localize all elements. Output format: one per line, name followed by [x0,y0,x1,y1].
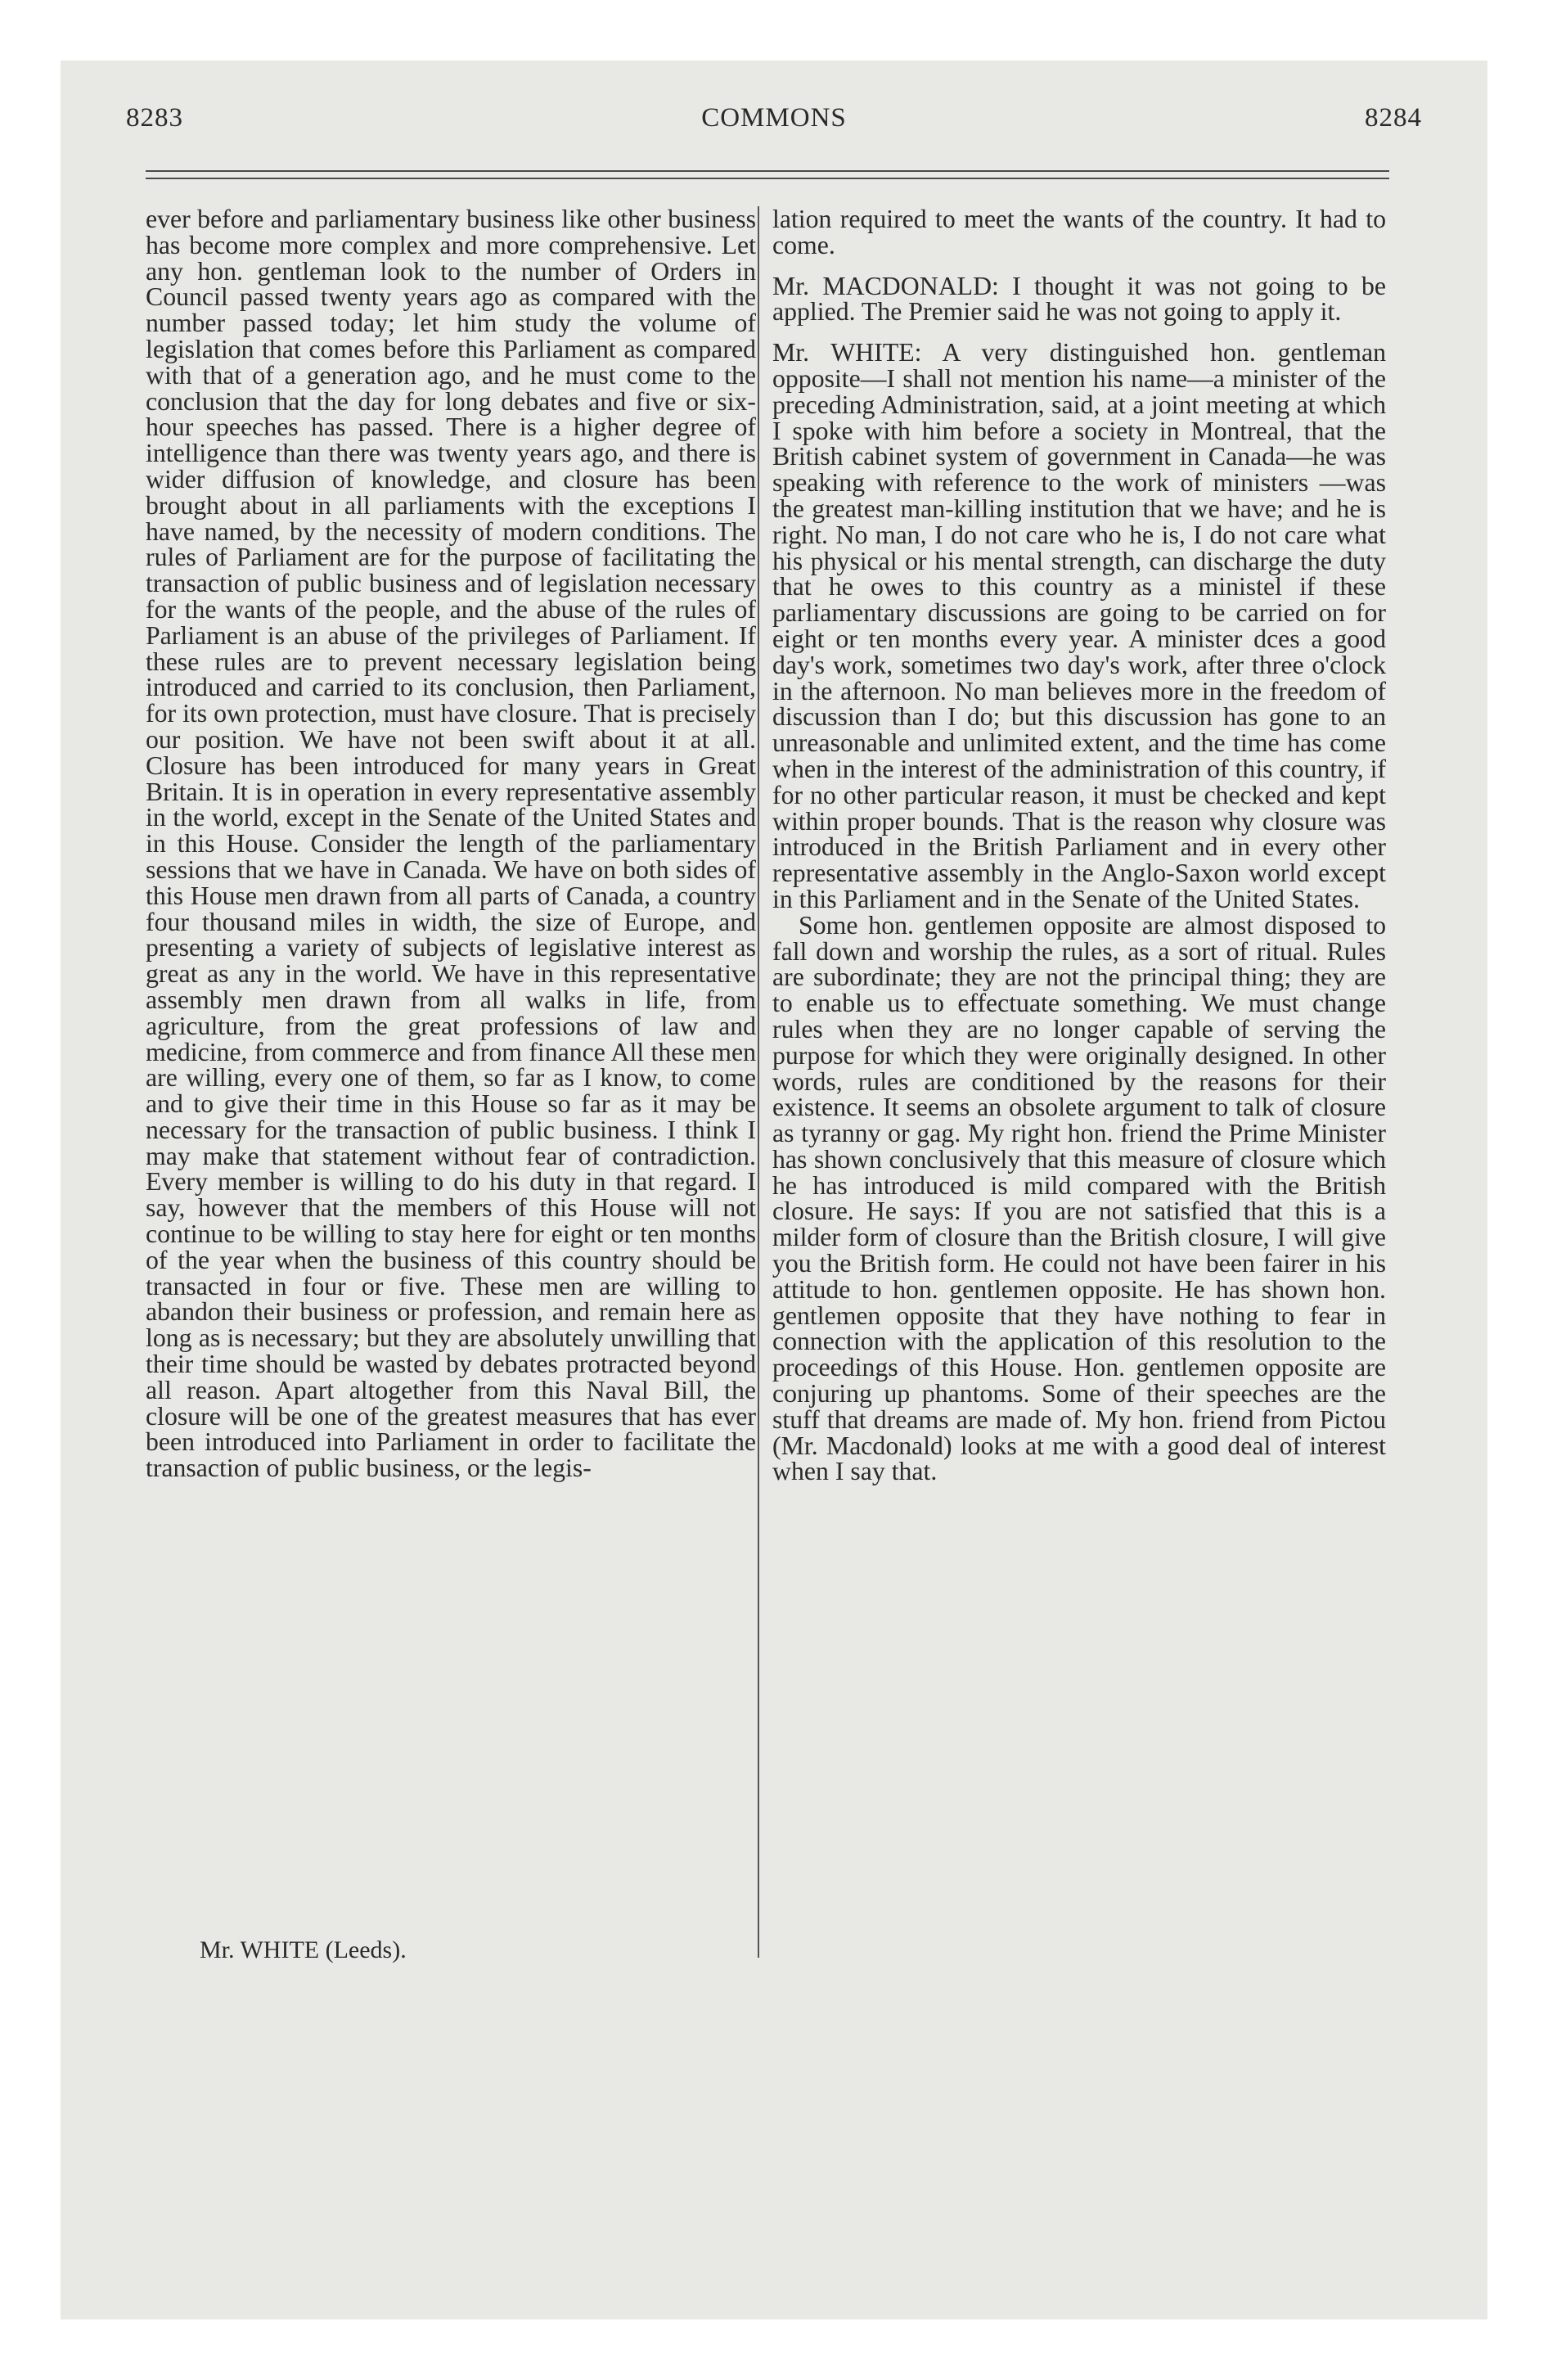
page-header [126,103,1422,144]
left-column-text: ever before and parliamentary business like other business has become more complex and more comprehensive. Let any hon. gentleman look to the number of Orders in Council passed twenty years ago as compared with the number passed today; let him study the volume of legislation that comes before this Parliament as compared with that of a generation ago, and he must come to the conclusion that the day for long debates and five or six-hour speeches has passed. There is a higher degree of intelligence than there was twenty years ago, and there is wider diffusion of knowledge, and closure has been brought about in all parliaments with the exceptions I have named, by the necessity of modern conditions. The rules of Parliament are for the purpose of facilitating the transaction of public business and of legislation necessary for the wants of the people, and the abuse of the rules of Parliament is an abuse of the privileges of Parliament. If these rules are to prevent necessary legislation being introduced and carried to its conclusion, then Parliament, for its own protection, must have closure. That is precisely our position. We have not been swift about it at all. Closure has been introduced for many years in Great Britain. It is in operation in every representative assembly in the world, except in the Senate of the United States and in this House. Consider the length of the parliamentary sessions that we have in Canada. We have on both sides of this House men drawn from all parts of Canada, a country four thousand miles in width, the size of Europe, and presenting a variety of subjects of legislative interest as great as any in the world. We have in this representative assembly men drawn from all walks in life, from agriculture, from the great professions of law and medicine, from commerce and from finance All these men are willing, every one of them, so far as I know, to come and to give their time in this House so far as it may be necessary for the transaction of public business. I think I may make that statement without fear of contradiction. Every member is willing to do his duty in that regard. I say, however that the members of this House will not continue to be willing to stay here for eight or ten months of the year when the business of this country should be transacted in four or five. These men are willing to abandon their business or profession, and remain here as long as is necessary; but they are absolutely unwilling that their time should be wasted by debates protracted beyond all reason. Apart altogether from this Naval Bill, the closure will be one of the greatest measures that has ever been introduced into Parliament in order to facilitate the transaction of public business, or the legis- [146,205,756,1483]
right-paragraph-3: Mr. WHITE: A very distinguished hon. gentleman opposite—I shall not mention his name—a minister of the preceding Administration, said, at a joint meeting at which I spoke with him before a society in Montreal, that the British cabinet system of government in Canada—he was speaking with reference to the work of ministers —was the greatest man-killing institution that we have; and he is right. No man, I do not care who he is, I do not care what his physical or his mental strength, can discharge the duty that he owes to this country as a ministel if these parliamentary discussions are going to be carried on for eight or ten months every year. A minister dces a good day's work, sometimes two day's work, after three o'clock in the afternoon. No man believes more in the freedom of discussion than I do; but this discussion has gone to an unreasonable and unlimited extent, and the time has come when in the interest of the administration of this country, if for no other particular reason, it must be checked and kept within proper bounds. That is the reason why closure was introduced in the British Parliament and in every other representative assembly in the Anglo-Saxon world except in this Parliament and in the Senate of the United States. [772,338,1386,913]
left-page-number: 8283 [126,103,183,133]
column-divider [758,206,759,1958]
header-rule [146,170,1389,179]
left-column [146,206,756,1481]
right-paragraph-2: Mr. MACDONALD: I thought it was not going to be applied. The Premier said he was not going to apply it. [772,271,1386,327]
right-paragraph-1: lation required to meet the wants of the country. It had to come. [772,205,1386,259]
speaker-footer: Mr. WHITE (Leeds). [200,1936,407,1963]
scanned-page [61,61,1487,2319]
right-paragraph-4: Some hon. gentlemen opposite are almost disposed to fall down and worship the rules, as a sort of ritual. Rules are subordinate; they are not the principal thing; they are to enable us to effectuate something. We must change rules when they are no longer capable of serving the purpose for which they were originally designed. In other words, rules are conditioned by the reasons for their existence. It seems an obsolete argument to talk of closure as tyranny or gag. My right hon. friend the Prime Minister has shown conclusively that this measure of closure which he has introduced is mild compared with the British closure. He says: If you are not satisfied that this is a milder form of closure than the British closure, I will give you the British form. He could not have been fairer in his attitude to hon. gentlemen opposite. He has shown hon. gentlemen opposite that they have nothing to fear in connection with the application of this resolution to the proceedings of this House. Hon. gentlemen opposite are conjuring up phantoms. Some of their speeches are the stuff that dreams are made of. My hon. friend from Pictou (Mr. Macdonald) looks at me with a good deal of interest when I say that. [772,910,1386,1486]
right-page-number: 8284 [1365,103,1422,133]
right-column [772,206,1386,1485]
page-title: COMMONS [701,103,847,133]
